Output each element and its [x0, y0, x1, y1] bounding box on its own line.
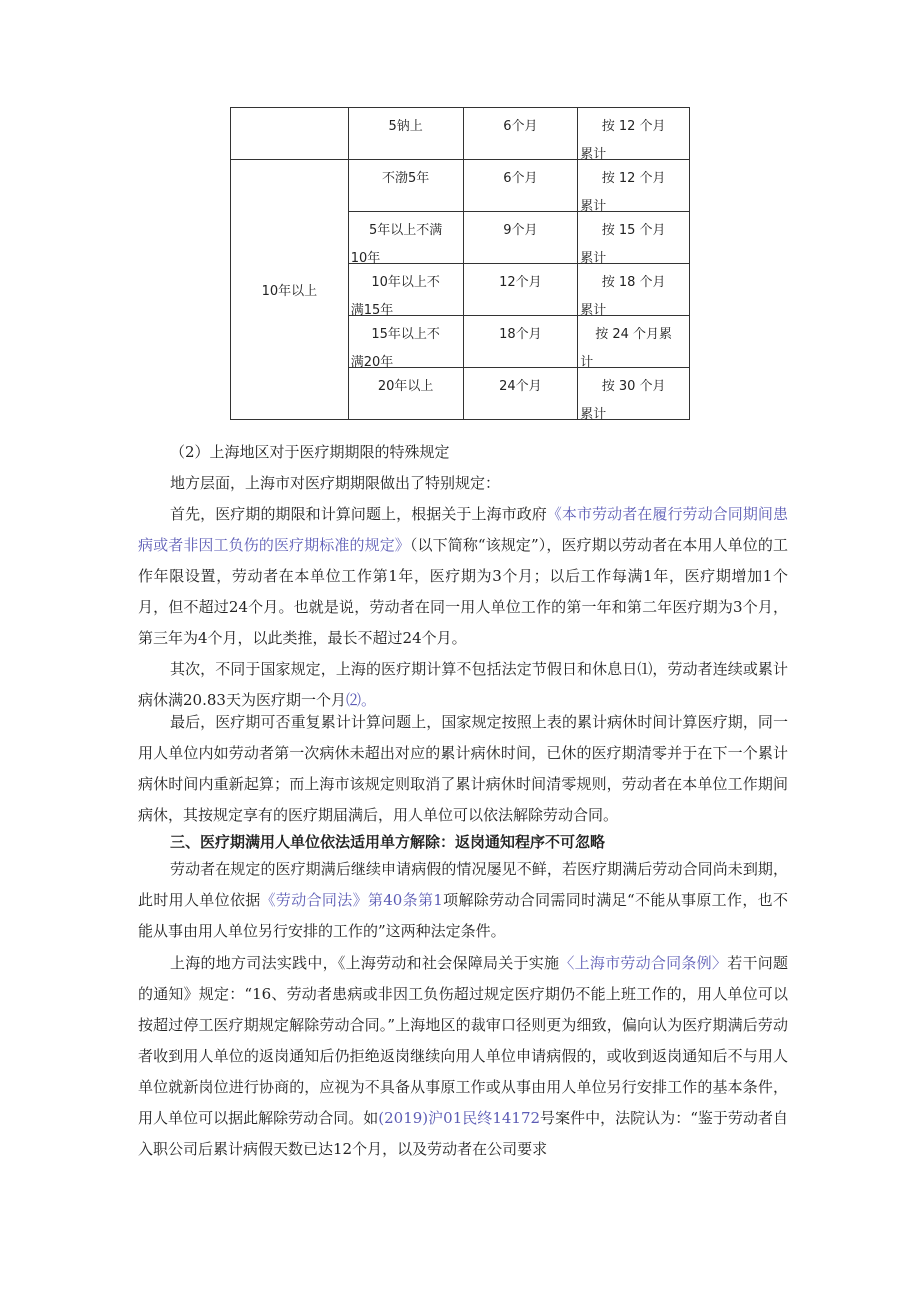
service-range-cont: 满20年	[350, 355, 394, 370]
cumulative-period-cont: 计	[580, 355, 594, 370]
paragraph-return: 劳动者在规定的医疗期满后继续申请病假的情况屡见不鲜，若医疗期满后劳动合同尚未到期，此时用人单位依据《劳动合同法》第40条第1项解除劳动合同需同时满足“不能从事原工作，也不能从事由用人单位另行安排的工作的”这两种法定条件。	[138, 860, 788, 940]
service-range: 15年以上不	[371, 327, 440, 342]
cumulative-period-cont: 累计	[580, 147, 607, 162]
group-cell	[231, 160, 349, 420]
medical-period-months: 6个月	[503, 171, 538, 186]
service-range-cont: 满15年	[350, 303, 394, 318]
cumulative-period: 按 12 个月	[601, 119, 666, 134]
paragraph-local: 地方层面，上海市对医疗期期限做出了特别规定：	[170, 474, 501, 492]
footnote-link[interactable]: ⑵。	[345, 691, 376, 709]
cumulative-period-cont: 累计	[580, 407, 607, 422]
section2-title: （2）上海地区对于医疗期期限的特殊规定	[170, 443, 450, 461]
cumulative-period: 按 30 个月	[601, 379, 666, 394]
cumulative-period-cont: 累计	[580, 251, 607, 266]
medical-period-months: 6个月	[503, 119, 538, 134]
service-range: 不渤5年	[381, 171, 430, 186]
service-range: 10年以上不	[371, 275, 440, 290]
section3-heading: 三、医疗期满用人单位依法适用单方解除：返岗通知程序不可忽略	[170, 833, 606, 851]
paragraph-first: 首先，医疗期的期限和计算问题上，根据关于上海市政府《本市劳动者在履行劳动合同期间患病或者非因工负伤的医疗期标准的规定》（以下简称“该规定”），医疗期以劳动者在本用人单位的工作年限设置，劳动者在本单位工作第1年，医疗期为3个月；以后工作每满1年，医疗期增加1个月，但不超过24个月。也就是说，劳动者在同一用人单位工作的第一年和第二年医疗期为3个月，第三年为4个月，以此类推，最长不超过24个月。	[138, 505, 788, 647]
case-number-link[interactable]: (2019)沪01民终14172	[378, 1109, 541, 1127]
service-range: 5年以上不满	[368, 223, 443, 238]
service-range: 20年以上	[377, 379, 434, 394]
empty-group-cell	[231, 108, 349, 160]
service-range-cont: 10年	[350, 251, 381, 266]
group-label: 10年以上	[261, 284, 318, 299]
medical-period-table	[230, 107, 690, 420]
medical-period-months: 12个月	[499, 275, 542, 290]
cumulative-period-cont: 累计	[580, 303, 607, 318]
cumulative-period: 按 15 个月	[601, 223, 666, 238]
paragraph-second: 其次，不同于国家规定，上海的医疗期计算不包括法定节假日和休息日⑴，劳动者连续或累计病休满20.83天为医疗期一个月⑵。	[138, 660, 788, 709]
table-row	[231, 108, 690, 160]
service-range: 5钠上	[388, 119, 423, 134]
cumulative-period: 按 12 个月	[601, 171, 666, 186]
medical-period-months: 24个月	[499, 379, 542, 394]
paragraph-practice: 上海的地方司法实践中，《上海劳动和社会保障局关于实施〈上海市劳动合同条例〉若干问题的通知》规定：“16、劳动者患病或非因工负伤超过规定医疗期仍不能上班工作的，用人单位可以按超过停工医疗期规定解除劳动合同。”上海地区的裁审口径则更为细致，偏向认为医疗期满后劳动者收到用人单位的返岗通知后仍拒绝返岗继续向用人单位申请病假的，或收到返岗通知后不与用人单位就新岗位进行协商的，应视为不具备从事原工作或从事由用人单位另行安排工作的基本条件，用人单位可以据此解除劳动合同。如(2019)沪01民终14172号案件中，法院认为：“鉴于劳动者自入职公司后累计病假天数已达12个月，以及劳动者在公司要求	[138, 954, 788, 1158]
cumulative-period: 按 18 个月	[601, 275, 666, 290]
labor-law-link[interactable]: 《劳动合同法》第40条第1	[260, 891, 443, 909]
paragraph-last: 最后，医疗期可否重复累计计算问题上，国家规定按照上表的累计病休时间计算医疗期，同一用人单位内如劳动者第一次病休未超出对应的累计病休时间，已休的医疗期清零并于在下一个累计病休时间内重新起算；而上海市该规定则取消了累计病休时间清零规则，劳动者在本单位工作期间病休，其按规定享有的医疗期届满后，用人单位可以依法解除劳动合同。	[138, 713, 788, 824]
regulation-link[interactable]: 《本市劳动者在履行劳动合同期间患病或者非因工负伤的医疗期标准的规定》	[138, 505, 788, 554]
medical-period-months: 9个月	[503, 223, 538, 238]
medical-period-months: 18个月	[499, 327, 542, 342]
cumulative-period: 按 24 个月累	[595, 327, 673, 342]
cumulative-period-cont: 累计	[580, 199, 607, 214]
table-row	[231, 160, 690, 212]
regulation-link-2[interactable]: 〈上海市劳动合同条例〉	[559, 954, 728, 972]
